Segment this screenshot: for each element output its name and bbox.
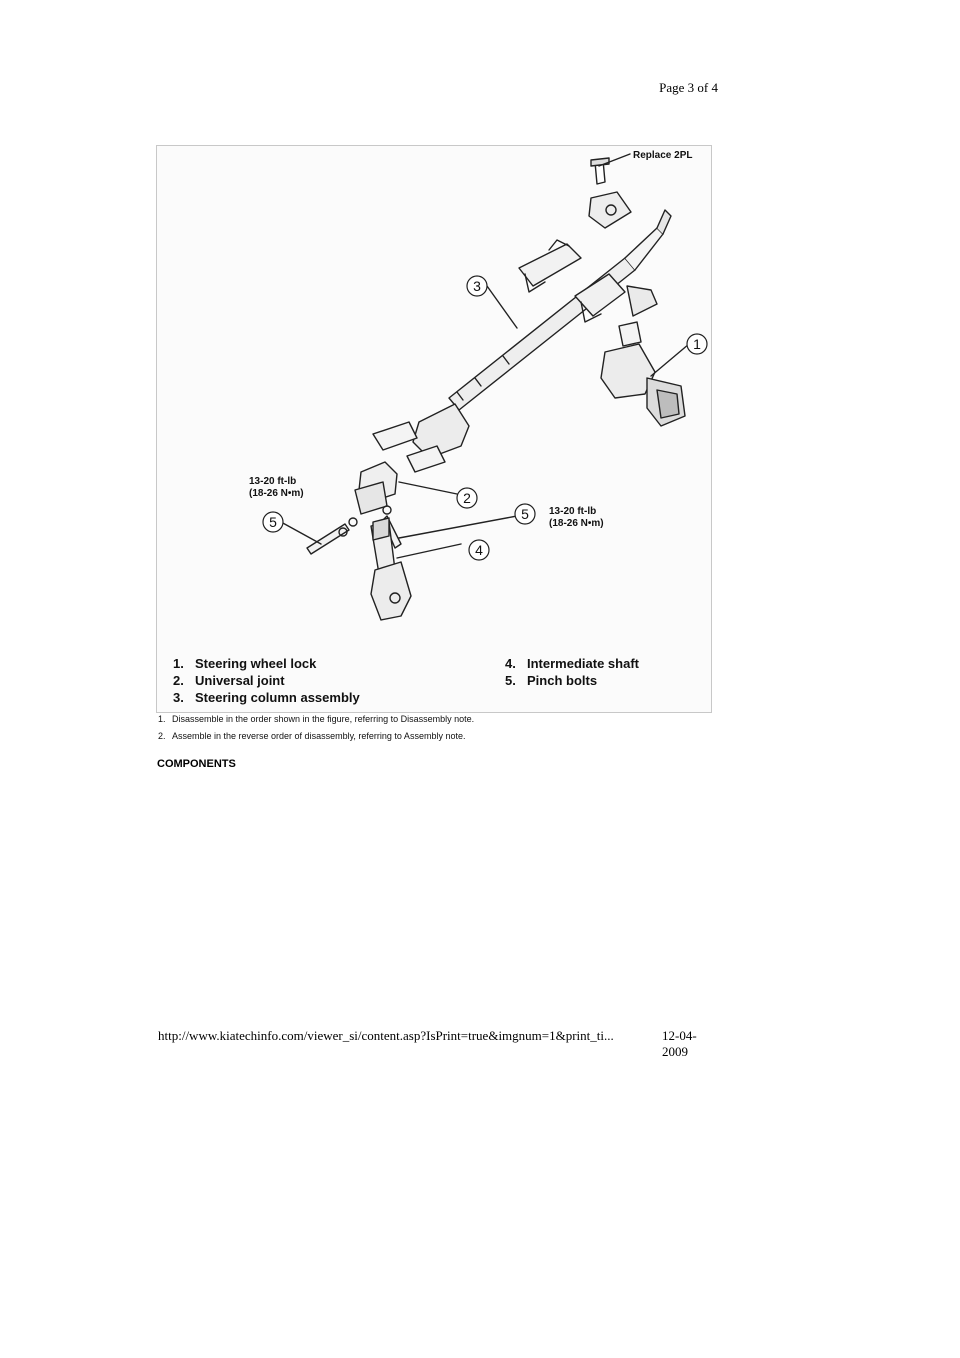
- torque-right-line2: (18-26 N•m): [549, 518, 604, 529]
- steering-column-figure: [156, 145, 712, 713]
- legend-label: Steering column assembly: [195, 690, 360, 705]
- marker-1-label: 1: [693, 336, 701, 352]
- legend-item-2: [173, 673, 285, 688]
- footer-date: 12-04-2009: [662, 1028, 697, 1059]
- torque-left-line2: (18-26 N•m): [249, 488, 304, 499]
- procedure-notes: [158, 714, 718, 748]
- footer-url: http://www.kiatechinfo.com/viewer_si/content.asp?IsPrint=true&imgnum=1&print_ti...: [158, 1028, 614, 1043]
- steering-wheel-lock-drawing: [601, 322, 685, 426]
- lock-clamp-drawing: [589, 158, 631, 228]
- marker-3-label: 3: [473, 278, 481, 294]
- universal-joint-drawing: [355, 462, 397, 514]
- legend-label: Steering wheel lock: [195, 656, 317, 671]
- legend-item-4: [505, 656, 639, 671]
- marker-5b-label: 5: [521, 506, 529, 522]
- legend-item-3: [173, 690, 360, 705]
- legend-label: Universal joint: [195, 673, 285, 688]
- steering-column-diagram: [157, 146, 711, 652]
- marker-2-label: 2: [463, 490, 471, 506]
- marker-4-label: 4: [475, 542, 483, 558]
- replace-callout: Replace 2PL: [633, 150, 693, 161]
- section-heading: COMPONENTS: [157, 758, 236, 770]
- note-num: 1.: [158, 714, 166, 724]
- intermediate-shaft-drawing: [371, 518, 411, 620]
- marker-5a-label: 5: [269, 514, 277, 530]
- pinch-bolt-left-drawing: [307, 518, 357, 554]
- note-num: 2.: [158, 731, 166, 741]
- torque-right-line1: 13-20 ft-lb: [549, 506, 597, 517]
- legend-item-1: [173, 656, 316, 671]
- parts-legend: [157, 652, 711, 708]
- legend-num: 3.: [173, 690, 184, 705]
- page-number: Page 3 of 4: [659, 80, 718, 95]
- legend-num: 5.: [505, 673, 516, 688]
- legend-label: Intermediate shaft: [527, 656, 639, 671]
- note-text: Assemble in the reverse order of disassembly, referring to Assembly note.: [172, 731, 466, 741]
- note-item: [158, 714, 718, 724]
- legend-num: 1.: [173, 656, 184, 671]
- note-item: [158, 731, 718, 741]
- legend-item-5: [505, 673, 597, 688]
- legend-num: 2.: [173, 673, 184, 688]
- note-text: Disassemble in the order shown in the figure, referring to Disassembly note.: [172, 714, 475, 724]
- torque-left-line1: 13-20 ft-lb: [249, 476, 297, 487]
- legend-label: Pinch bolts: [527, 673, 598, 688]
- legend-num: 4.: [505, 656, 516, 671]
